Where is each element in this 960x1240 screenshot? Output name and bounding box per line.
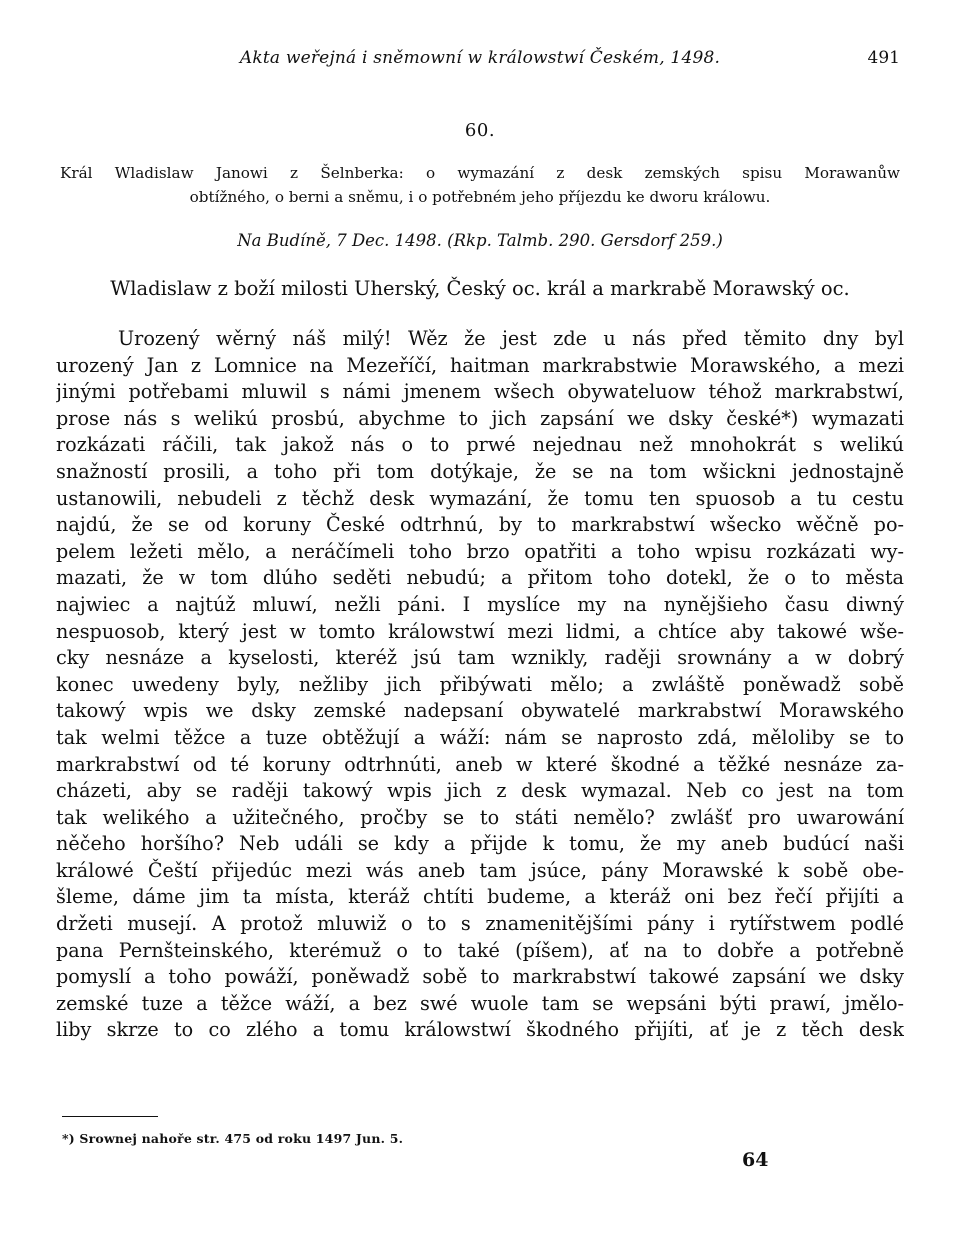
- body-line: tak welmi těžce a tuze obtěžují a wáží: nám se naprosto zdá, měloliby se to: [56, 725, 904, 749]
- summary-line: Král Wladislaw Janowi z Šelnberka: o wymazání z desk zemských spisu Morawanůw: [60, 164, 900, 182]
- body-line: jinými potřebami mluwil s námi jmenem wšech obywateluow téhož markrabstwí,: [56, 380, 904, 404]
- body-line: tak welikého a užitečného, pročby se to státi nemělo? zwlášť pro uwarowání: [56, 805, 904, 829]
- body-line: takowý wpis we dsky zemské nadepsaní obywatelé markrabstwí Morawského: [56, 699, 904, 723]
- body-line: najwiec a najtúž mluwí, nežli páni. I myslíce my na nynějšieho času diwný: [56, 592, 904, 616]
- body-line: zemské tuze a těžce wáží, a bez swé wuole tam se wepsáni býti prawí, jmělo-: [56, 991, 904, 1015]
- document-page: [56, 44, 904, 1044]
- body-line: pomyslí a toho powáží, poněwadž sobě to markrabstwí takowé zapsání we dsky: [56, 965, 904, 989]
- body-line: pelem ležeti mělo, a neráčímeli toho brzo opatřiti a toho wpisu rozkázati wy-: [56, 539, 904, 563]
- body-line: pana Pernšteinského, kterémuž o to také (píšem), ať na to dobře a potřebně: [56, 938, 904, 962]
- body-line: cky nesnáze a kyselosti, kteréž jsú tam wznikly, raději srownány a w dobrý: [56, 646, 904, 670]
- footnote: *) Srownej nahoře str. 475 od roku 1497 Jun. 5.: [62, 1131, 404, 1146]
- document-number: 60.: [464, 120, 496, 141]
- summary-line: obtížného, o berni a sněmu, i o potřebném jeho příjezdu ke dworu králowu.: [189, 188, 771, 206]
- body-line: šleme, dáme jim ta místa, kteráž chtíti budeme, a kteráž oni bez řečí přijíti a: [56, 885, 904, 909]
- footnote-rule: [62, 1116, 158, 1117]
- page-number: 491: [867, 48, 900, 68]
- intitulatio: Wladislaw z boží milosti Uherský, Český oc. král a markrabě Morawský oc.: [110, 277, 850, 300]
- body-line: liby skrze to co zlého a tomu králowstwí škodného přijíti, ať je z těch desk: [56, 1018, 904, 1042]
- body-text: [56, 326, 904, 1044]
- body-line: rozkázati ráčili, tak jakož nás o to prwé nejednau než mnohokrát s welikú: [56, 433, 904, 457]
- body-line: snažností prosili, a toho při tom dotýkaje, že se na tom wšickni jednostajně: [56, 459, 904, 483]
- body-line: ustanowili, nebudeli z těchž desk wymazání, že tomu ten spuosob a tu cestu: [56, 486, 904, 510]
- body-line: nespuosob, který jest w tomto králowstwí mezi lidmi, a chtíce aby takowé wše-: [56, 619, 904, 643]
- body-line: markrabstwí od té koruny odtrhnúti, aneb w které škodné a těžké nesnáze za-: [56, 752, 904, 776]
- body-line: urozený Jan z Lomnice na Mezeříčí, haitman markrabstwie Morawského, a mezi: [56, 353, 904, 377]
- body-line: držeti musejí. A protož mluwiž o to s znamenitějšími pány i rytířstwem podlé: [56, 912, 904, 936]
- body-line: cházeti, aby se raději takowý wpis jich z desk wymazal. Neb co jest na tom: [56, 779, 904, 803]
- body-line: najdú, že se od koruny České odtrhnú, by to markrabstwí wšecko wěčně po-: [56, 513, 904, 537]
- body-line: prose nás s welikú prosbú, abychme to jich zapsání we dsky české*) wymazati: [56, 406, 904, 430]
- running-title: Akta weřejná i sněmowní w králowstwí Českém, 1498.: [239, 48, 721, 68]
- body-line: mazati, že w tom dlúho seděti nebudú; a přitom toho dotekl, že o to města: [56, 566, 904, 590]
- body-line: králowé Čeští přijedúc mezi wás aneb tam jsúce, pány Morawské k sobě obe-: [56, 858, 904, 882]
- dateline: Na Budíně, 7 Dec. 1498. (Rkp. Talmb. 290. Gersdorf 259.): [237, 231, 723, 250]
- body-line: konec uwedeny byly, nežliby jich přibýwati mělo; a zwláště poněwadž sobě: [56, 672, 904, 696]
- body-line: něčeho horšího? Neb událi se kdy a přijde k tomu, že my aneb budúcí naši: [56, 832, 904, 856]
- document-summary: [56, 161, 904, 209]
- running-header: [56, 44, 904, 78]
- signature-mark: 64: [742, 1149, 769, 1171]
- body-line: Urozený wěrný náš milý! Wěz že jest zde u nás před těmito dny byl: [118, 327, 904, 350]
